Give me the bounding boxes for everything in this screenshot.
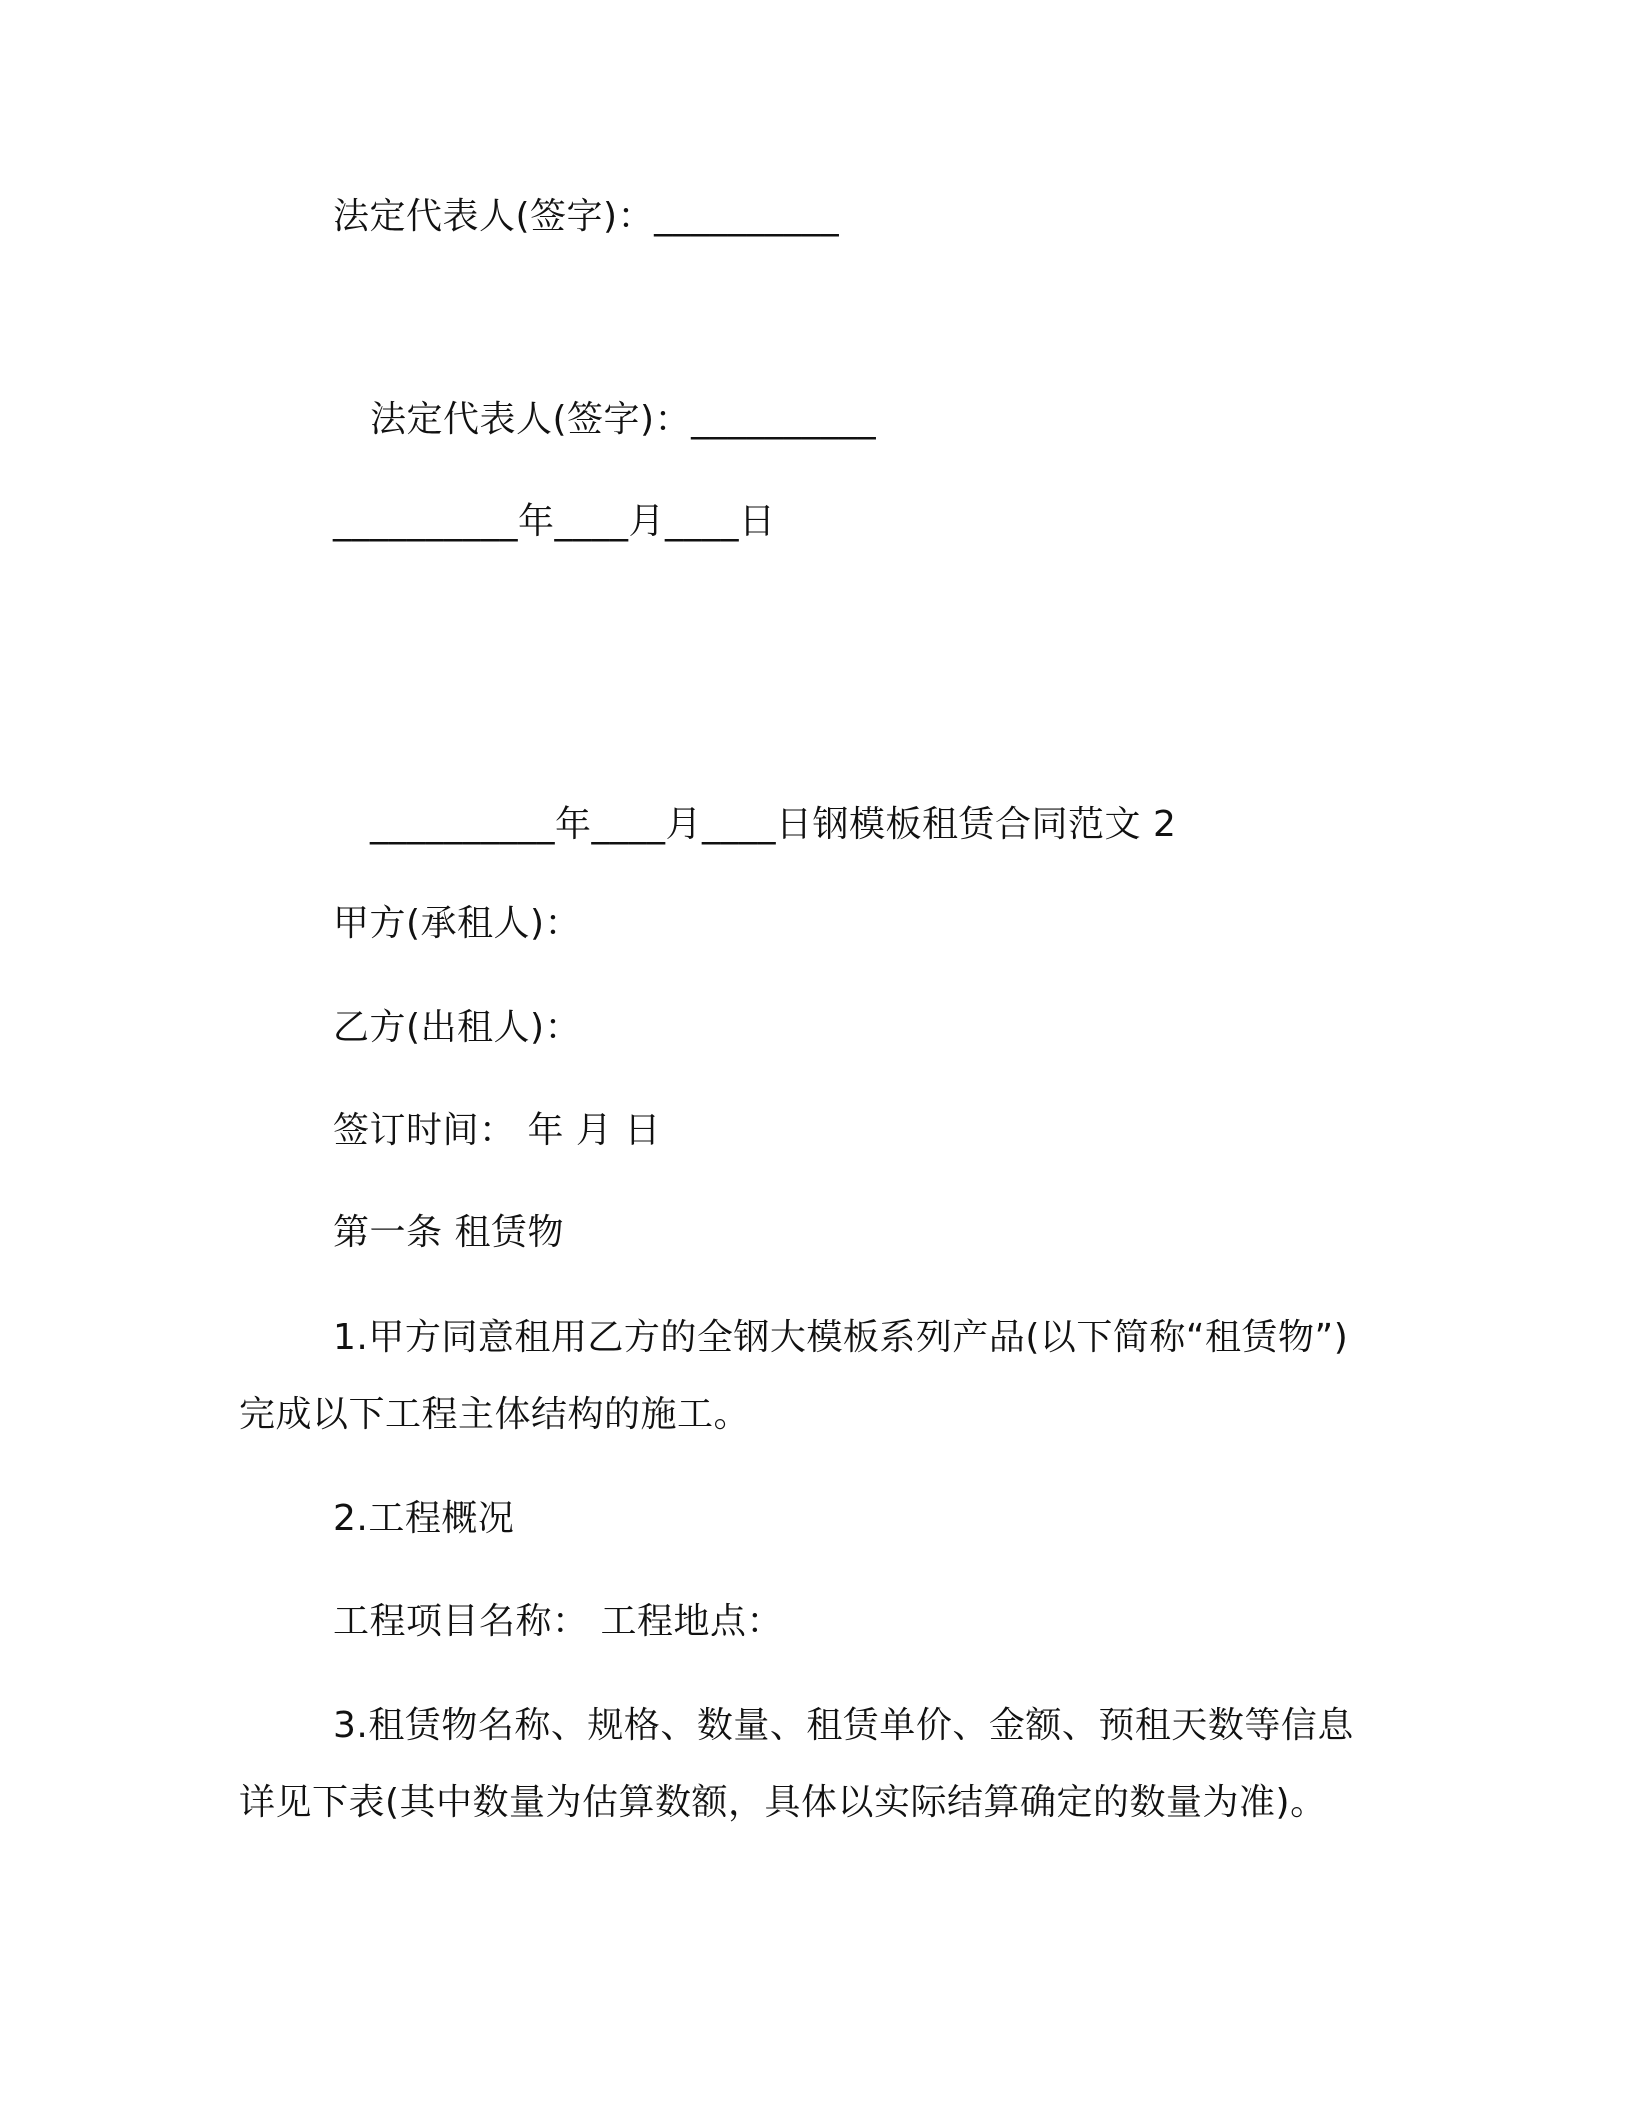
article-one-heading: 第一条 租赁物: [333, 1212, 564, 1253]
project-info-line: 工程项目名称： 工程地点：: [333, 1601, 783, 1642]
signing-time-line: 签订时间： 年 月 日: [333, 1110, 661, 1151]
clause-1-line-2: 完成以下工程主体结构的施工。: [239, 1394, 751, 1435]
party-a-line: 甲方(承租人)：: [333, 903, 582, 944]
signature-line-legal-rep-a: 法定代表人(签字)：__________: [333, 196, 840, 237]
date-line: __________年____月____日: [333, 501, 776, 542]
clause-1-line-1: 1.甲方同意租用乙方的全钢大模板系列产品(以下简称“租赁物”): [333, 1317, 1349, 1358]
clause-3-line-1: 3.租赁物名称、规格、数量、租赁单价、金额、预租天数等信息: [333, 1705, 1354, 1746]
clause-2-heading: 2.工程概况: [333, 1498, 515, 1539]
party-b-line: 乙方(出租人)：: [333, 1007, 582, 1048]
contract-title-line: __________年____月____日钢模板租赁合同范文 2: [370, 804, 1177, 845]
clause-3-line-2: 详见下表(其中数量为估算数额，具体以实际结算确定的数量为准)。: [239, 1782, 1327, 1823]
signature-line-legal-rep-b: 法定代表人(签字)：__________: [370, 399, 877, 440]
